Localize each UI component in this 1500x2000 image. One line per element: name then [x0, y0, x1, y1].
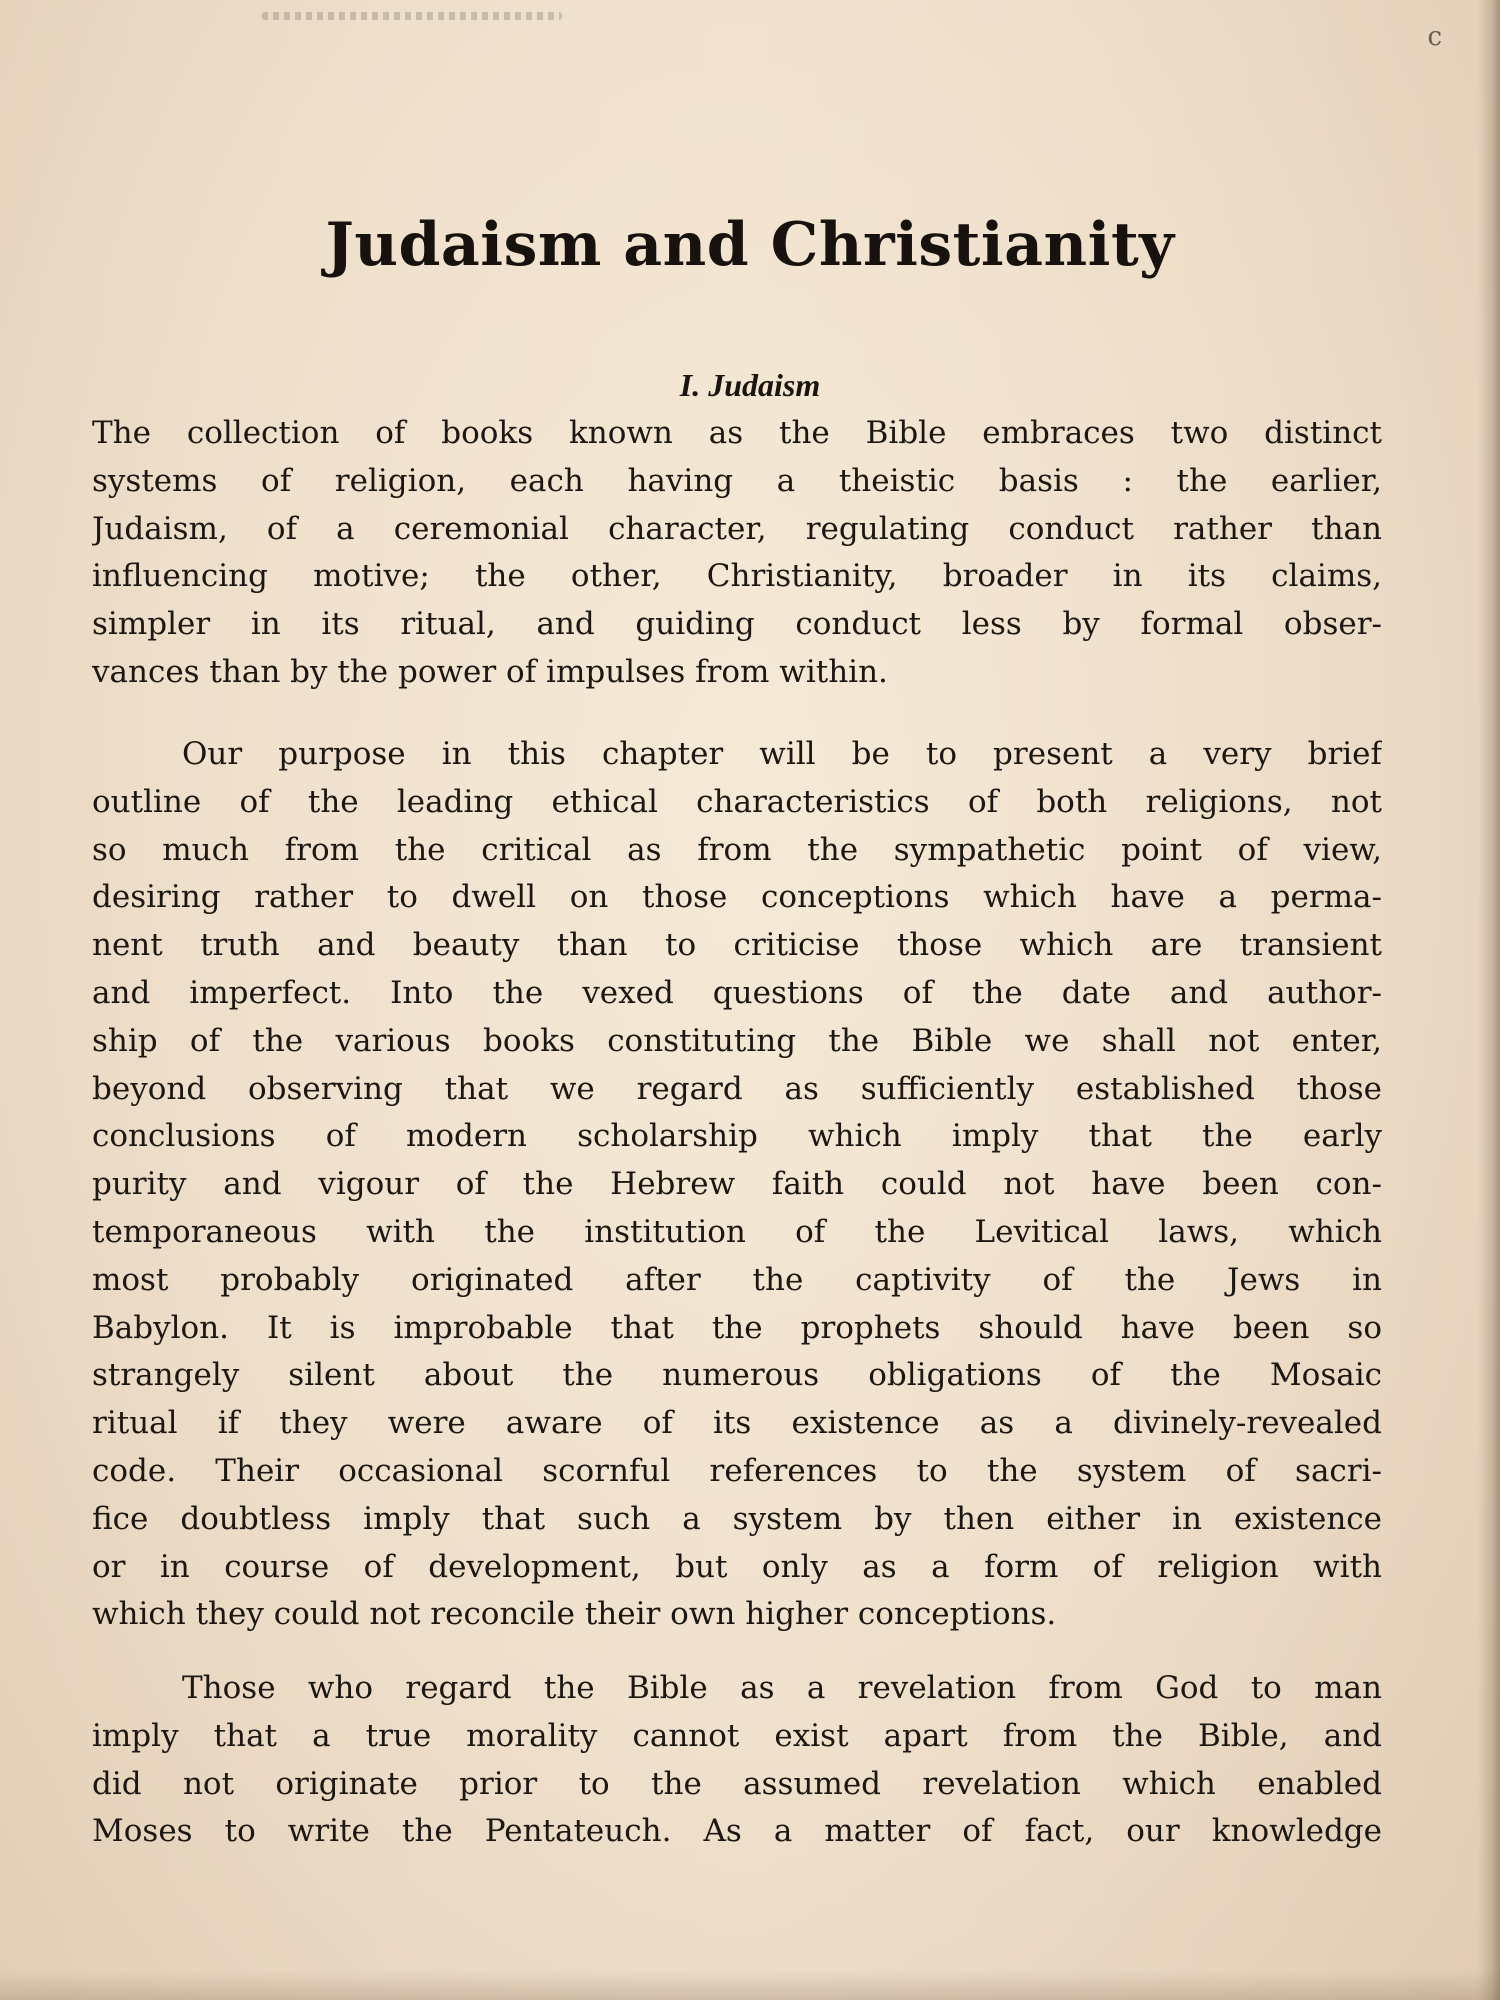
text-line: Babylon. It is improbable that the prophets should have been so	[92, 1309, 1382, 1346]
text-line: Judaism, of a ceremonial character, regulating conduct rather than	[92, 510, 1382, 547]
page-edge-shadow	[1478, 0, 1500, 2000]
text-line: simpler in its ritual, and guiding conduct less by formal obser-	[92, 606, 1382, 643]
text-line: temporaneous with the institution of the Levitical laws, which	[92, 1213, 1382, 1250]
text-line: ship of the various books constituting the Bible we shall not enter,	[92, 1022, 1382, 1059]
text-line: vances than by the power of impulses from within.	[92, 653, 888, 690]
text-line: code. Their occasional scornful references to the system of sacri-	[92, 1452, 1382, 1489]
text-line: ritual if they were aware of its existence as a divinely-revealed	[92, 1405, 1382, 1442]
text-line: most probably originated after the captivity of the Jews in	[92, 1261, 1382, 1298]
text-line: so much from the critical as from the sympathetic point of view,	[92, 831, 1382, 868]
text-line: nent truth and beauty than to criticise those which are transient	[92, 927, 1382, 964]
text-line: outline of the leading ethical characteristics of both religions, not	[92, 783, 1382, 820]
text-line: Our purpose in this chapter will be to present a very brief	[182, 736, 1382, 772]
text-line: conclusions of modern scholarship which imply that the early	[92, 1118, 1382, 1155]
text-line: Moses to write the Pentateuch. As a matter of fact, our knowledge	[92, 1813, 1382, 1850]
text-line: or in course of development, but only as a form of religion with	[92, 1548, 1382, 1585]
text-line: imply that a true morality cannot exist apart from the Bible, and	[92, 1717, 1382, 1754]
text-line: purity and vigour of the Hebrew faith could not have been con-	[92, 1166, 1382, 1203]
text-line: fice doubtless imply that such a system by then either in existence	[92, 1500, 1382, 1537]
paragraph-1	[92, 410, 1382, 697]
text-line: The collection of books known as the Bible embraces two distinct	[92, 415, 1382, 451]
text-line: systems of religion, each having a theistic basis : the earlier,	[92, 462, 1382, 499]
text-line: beyond observing that we regard as sufficiently established those	[92, 1070, 1382, 1107]
text-line: strangely silent about the numerous obligations of the Mosaic	[92, 1357, 1382, 1394]
top-scuff-mark	[262, 12, 562, 20]
text-line: and imperfect. Into the vexed questions of the date and author-	[92, 974, 1382, 1011]
paragraph-2	[92, 731, 1382, 1639]
text-line: desiring rather to dwell on those conceptions which have a perma-	[92, 879, 1382, 916]
corner-mark: c	[1427, 22, 1442, 52]
text-line: Those who regard the Bible as a revelation from God to man	[182, 1670, 1382, 1706]
chapter-title: Judaism and Christianity	[325, 210, 1175, 280]
page-bottom-shadow	[0, 1970, 1500, 2000]
paragraph-3	[92, 1665, 1382, 1856]
text-line: influencing motive; the other, Christianity, broader in its claims,	[92, 558, 1382, 595]
section-heading: I. Judaism	[679, 367, 821, 403]
text-line: did not originate prior to the assumed revelation which enabled	[92, 1765, 1382, 1802]
text-line: which they could not reconcile their own higher conceptions.	[92, 1596, 1057, 1633]
